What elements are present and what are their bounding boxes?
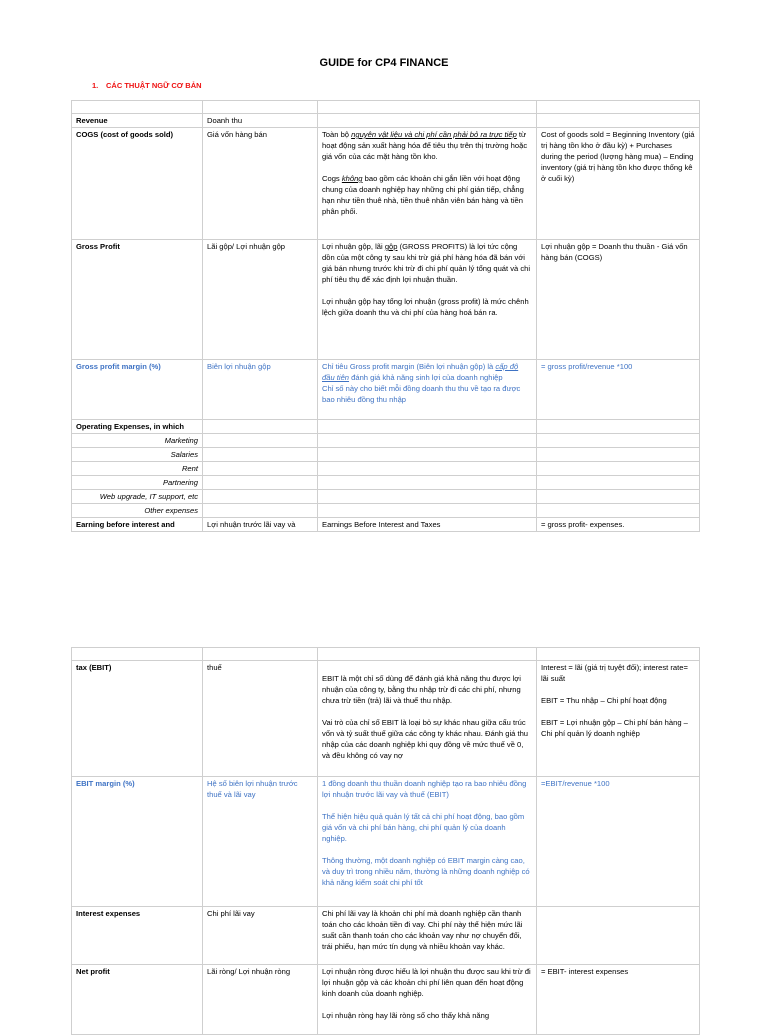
term-formula: = gross profit/revenue *100	[537, 360, 700, 420]
term-description: Chi phí lãi vay là khoản chi phí mà doanh nghiệp cần thanh toán cho các khoản tiền đi vay. Chi phí này thể hiện mức lãi suất cần thanh toán cho các khoản vay như nợ chuyển đổi, trái phiếu, hạn mức tín dụng và nhiều khoản vay khác.	[318, 907, 537, 965]
term-en: Net profit	[72, 965, 203, 1035]
table-row	[72, 114, 700, 128]
table-row	[72, 420, 700, 434]
term-formula: =EBIT/revenue *100	[537, 777, 700, 907]
expense-item: Marketing	[72, 434, 203, 448]
table-row	[72, 360, 700, 420]
term-vi: thuế	[203, 661, 318, 777]
term-en: Revenue	[72, 114, 203, 128]
term-formula: = EBIT- interest expenses	[537, 965, 700, 1035]
term-vi: Lãi ròng/ Lợi nhuận ròng	[203, 965, 318, 1035]
term-en: EBIT margin (%)	[72, 777, 203, 907]
term-vi: Giá vốn hàng bán	[203, 128, 318, 240]
term-vi: Chi phí lãi vay	[203, 907, 318, 965]
term-en: Gross profit margin (%)	[72, 360, 203, 420]
table-row	[72, 965, 700, 1035]
term-description: Earnings Before Interest and Taxes	[318, 518, 537, 532]
table-row	[72, 448, 700, 462]
term-vi: Doanh thu	[203, 114, 318, 128]
term-vi: Hệ số biên lợi nhuận trước thuế và lãi vay	[203, 777, 318, 907]
term-description: Toàn bộ nguyên vật liệu và chi phí cần phải bỏ ra trực tiếp từ hoạt động sản xuất hàng hóa để tiêu thụ trên thị trường hoặc giá vốn của các mặt hàng tồn kho. Cogs không bao gồm các khoản chi gắn liền với hoạt động chung của doanh nghiệp hay những chi phí gián tiếp, chẳng hạn như tiền thuê nhà, tiền thuê nhân viên bán hàng và tiền phân phối.	[318, 128, 537, 240]
term-en: Gross Profit	[72, 240, 203, 360]
table-row	[72, 490, 700, 504]
table-row	[72, 240, 700, 360]
expense-item: Salaries	[72, 448, 203, 462]
table-row	[72, 518, 700, 532]
term-formula: Interest = lãi (giá trị tuyệt đối); interest rate= lãi suất EBIT = Thu nhập – Chi phí hoạt động EBIT = Lợi nhuận gộp – Chi phí bán hàng – Chi phí quản lý doanh nghiệp	[537, 661, 700, 777]
terms-table-1	[71, 100, 700, 532]
term-description: Lợi nhuận ròng được hiểu là lợi nhuận thu được sau khi trừ đi lợi nhuận gộp và các khoản chi phí liên quan đến hoạt động kinh doanh của doanh nghiệp. Lợi nhuận ròng hay lãi ròng số cho thấy khả năng	[318, 965, 537, 1035]
table-row	[72, 476, 700, 490]
term-en: Earning before interest and	[72, 518, 203, 532]
table-row	[72, 648, 700, 661]
table-row	[72, 907, 700, 965]
term-vi: Lợi nhuận trước lãi vay và	[203, 518, 318, 532]
term-description: 1 đồng doanh thu thuần doanh nghiệp tạo ra bao nhiêu đồng lợi nhuận trước lãi vay và thuế (EBIT) Thể hiện hiệu quả quản lý tất cả chi phí hoạt động, bao gồm giá vốn và chi phí bán hàng, chi phí quản lý của doanh nghiệp. Thông thường, một doanh nghiệp có EBIT margin càng cao, và duy trì trong nhiều năm, thường là những doanh nghiệp có khả năng kiểm soát chi phí tốt	[318, 777, 537, 907]
table-row	[72, 128, 700, 240]
table-row	[72, 777, 700, 907]
term-vi: Lãi gộp/ Lợi nhuận gộp	[203, 240, 318, 360]
term-en: Operating Expenses, in which	[72, 420, 203, 434]
expense-item: Partnering	[72, 476, 203, 490]
term-formula: Lợi nhuận gộp = Doanh thu thuần - Giá vốn hàng bán (COGS)	[537, 240, 700, 360]
term-vi: Biên lợi nhuận gộp	[203, 360, 318, 420]
expense-item: Rent	[72, 462, 203, 476]
terms-table-2	[71, 647, 700, 1035]
document-title: GUIDE for CP4 FINANCE	[319, 57, 449, 69]
term-description: EBIT là một chỉ số dùng để đánh giá khả năng thu được lợi nhuận của công ty, bằng thu nhập trừ đi các chi phí, nhưng chưa trừ tiền (trả) lãi và thuế thu nhập. Vai trò của chỉ số EBIT là loại bỏ sự khác nhau giữa cấu trúc vốn và tỷ suất thuế giữa các công ty khác nhau. Đánh giá thu nhập của các doanh nghiệp khi quy đồng về mức thuế về 0, và đều không có vay nợ	[318, 661, 537, 777]
expense-item: Web upgrade, IT support, etc	[72, 490, 203, 504]
expense-item: Other expenses	[72, 504, 203, 518]
section-heading	[92, 81, 202, 90]
section-label: CÁC THUẬT NGỮ CƠ BẢN	[106, 81, 202, 90]
term-en: tax (EBIT)	[72, 661, 203, 777]
term-description: Lợi nhuận gộp, lãi gộp (GROSS PROFITS) là lợi tức cộng dồn của một công ty sau khi trừ giá phí hàng hóa đã bán với giá bán nhưng trước khi trừ đi chi phí quản lý tổng quát và chi phí tiêu thụ để xác định lợi nhuận thuần. Lợi nhuận gộp hay tổng lợi nhuận (gross profit) là mức chênh lệch giữa doanh thu và chi phí của hàng hoá bán ra.	[318, 240, 537, 360]
section-number: 1.	[92, 81, 99, 90]
table-row	[72, 504, 700, 518]
table-row	[72, 462, 700, 476]
term-description: Chỉ tiêu Gross profit margin (Biên lợi nhuận gộp) là cấp độ đầu tiên đánh giá khả năng sinh lợi của doanh nghiệp Chỉ số này cho biết mỗi đồng doanh thu thu về tạo ra được bao nhiêu đồng thu nhập	[318, 360, 537, 420]
table-row	[72, 661, 700, 777]
term-en: COGS (cost of goods sold)	[72, 128, 203, 240]
term-formula: Cost of goods sold = Beginning Inventory (giá trị hàng tồn kho ở đầu kỳ) + Purchases during the period (lượng hàng mua) – Ending inventory (giá trị hàng tồn kho được thống kê ở cuối kỳ)	[537, 128, 700, 240]
term-en: Interest expenses	[72, 907, 203, 965]
term-formula: = gross profit- expenses.	[537, 518, 700, 532]
table-row	[72, 101, 700, 114]
table-row	[72, 434, 700, 448]
